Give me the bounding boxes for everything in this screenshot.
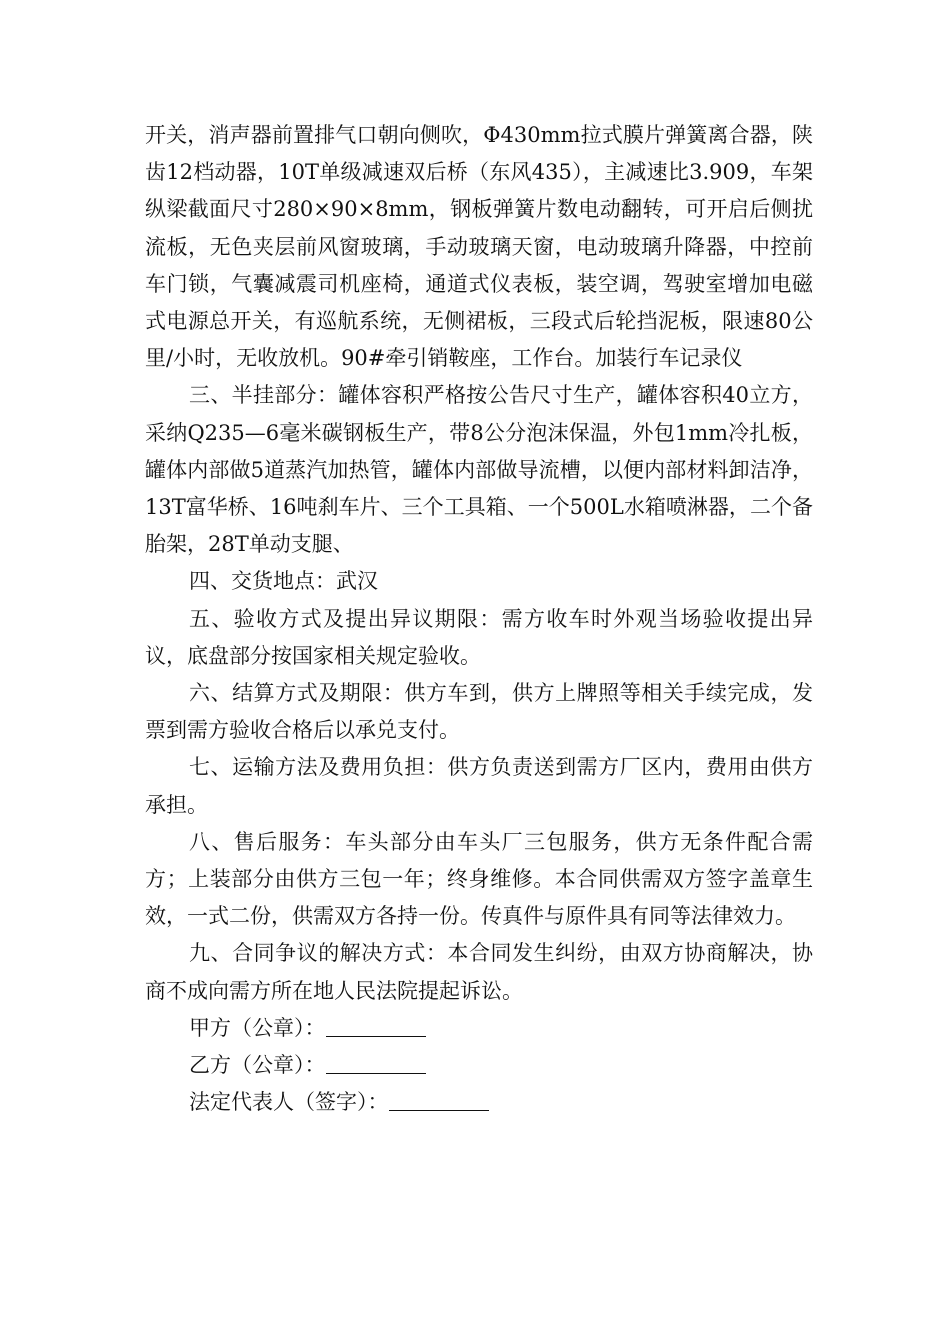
paragraph-transport: 七、运输方法及费用负担：供方负责送到需方厂区内，费用由供方承担。 [145,755,813,817]
signature-legal-rep [145,1084,813,1121]
signature-legal-rep-blank [389,1088,489,1111]
paragraph-semitrailer: 三、半挂部分：罐体容积严格按公告尺寸生产，罐体容积40立方，采纳Q235—6毫米碳钢板生产，带8公分泡沫保温，外包1mm冷扎板，罐体内部做5道蒸汽加热管，罐体内部做导流槽，以便内部材料卸洁净，13T富华桥、16吨刹车片、三个工具箱、一个500L水箱喷淋器，二个备胎架，28T单动支腿、 [145,383,813,557]
paragraph-after-sales: 八、售后服务：车头部分由车头厂三包服务，供方无条件配合需方；上装部分由供方三包一年；终身维修。本合同供需双方签字盖章生效，一式二份，供需双方各持一份。传真件与原件具有同等法律效力。 [145,829,813,929]
document-page [145,117,813,1121]
signature-party-b-label: 乙方（公章）： [189,1053,326,1078]
signature-party-a-label: 甲方（公章）： [189,1015,326,1040]
signature-legal-rep-label: 法定代表人（签字）： [189,1090,389,1115]
paragraph-settlement: 六、结算方式及期限：供方车到，供方上牌照等相关手续完成，发票到需方验收合格后以承兑支付。 [145,681,813,743]
signature-party-a [145,1010,813,1047]
signature-party-a-blank [326,1014,426,1037]
signature-party-b-blank [326,1051,426,1074]
paragraph-dispute: 九、合同争议的解决方式：本合同发生纠纷，由双方协商解决，协商不成向需方所在地人民法院提起诉讼。 [145,941,813,1003]
signature-party-b [145,1047,813,1084]
paragraph-acceptance: 五、验收方式及提出异议期限：需方收车时外观当场验收提出异议，底盘部分按国家相关规定验收。 [145,606,813,668]
paragraph-delivery-location: 四、交货地点：武汉 [189,569,378,594]
paragraph-chassis-specs: 开关，消声器前置排气口朝向侧吹，Φ430mm拉式膜片弹簧离合器，陕齿12档动器，10T单级减速双后桥（东风435），主减速比3.909，车架纵梁截面尺寸280×90×8mm，钢板弹簧片数电动翻转，可开启后侧扰流板，无色夹层前风窗玻璃，手动玻璃天窗，电动玻璃升降器，中控前车门锁，气囊减震司机座椅，通道式仪表板，装空调，驾驶室增加电磁式电源总开关，有巡航系统，无侧裙板，三段式后轮挡泥板，限速80公里/小时，无收放机。90#牵引销鞍座，工作台。加装行车记录仪 [145,123,813,371]
